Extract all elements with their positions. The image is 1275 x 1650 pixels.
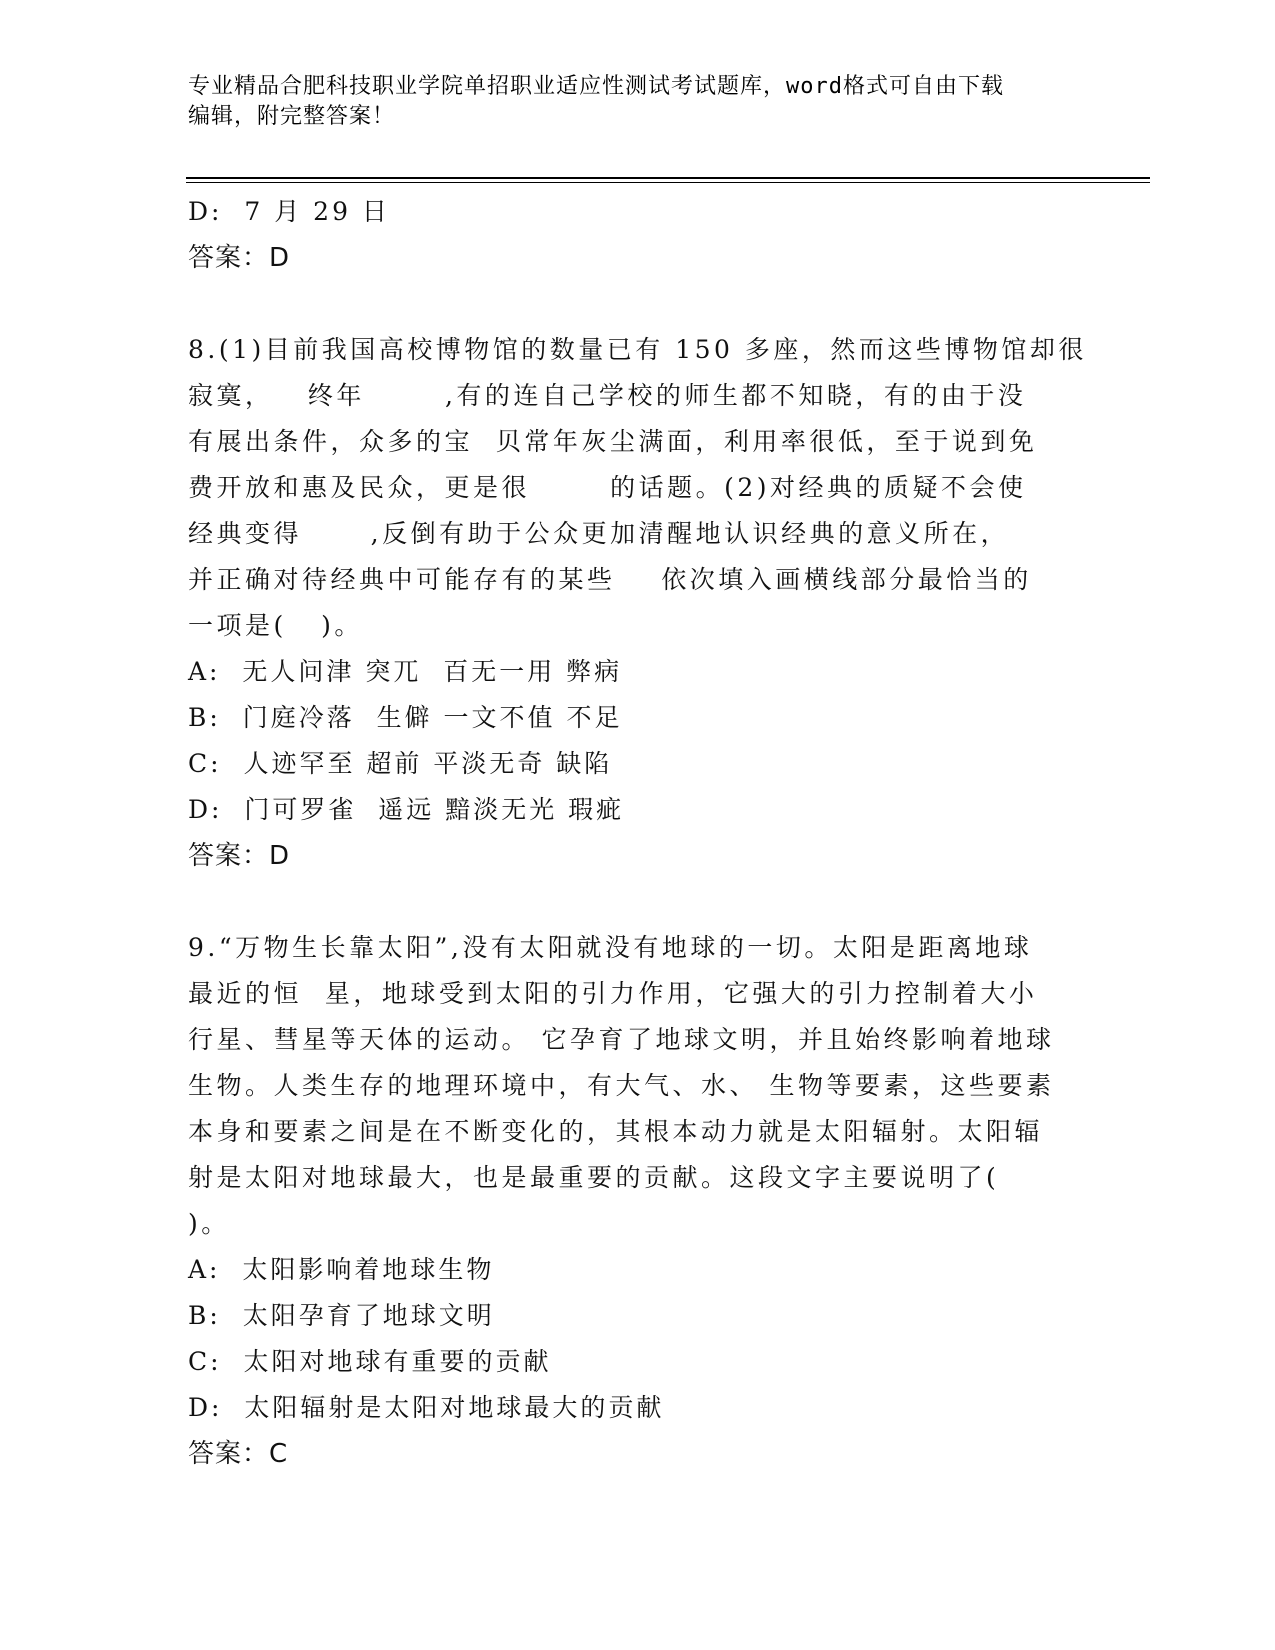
- header-rule-thick: [186, 177, 1150, 179]
- q7-answer: 答案：D: [188, 243, 291, 273]
- q8-stem-line: 寂寞， 终年 ,有的连自己学校的师生都不知晓，有的由于没: [188, 381, 1027, 410]
- q9-option-a: A: 太阳影响着地球生物: [188, 1255, 495, 1284]
- q8-stem-line: 8.(1)目前我国高校博物馆的数量已有 150 多座，然而这些博物馆却很: [188, 335, 1087, 364]
- q9-option-d: D: 太阳辐射是太阳对地球最大的贡献: [188, 1393, 665, 1422]
- header-line-2: 编辑，附完整答案！: [188, 104, 396, 129]
- header-rule-thin: [186, 182, 1150, 183]
- q9-stem-line: 行星、彗星等天体的运动。 它孕育了地球文明，并且始终影响着地球: [188, 1025, 1055, 1054]
- q9-stem-line: 生物。人类生存的地理环境中，有大气、水、 生物等要素，这些要素: [188, 1071, 1055, 1100]
- q8-stem-line: 经典变得 ,反倒有助于公众更加清醒地认识经典的意义所在，: [188, 519, 1010, 548]
- q8-answer: 答案：D: [188, 841, 291, 871]
- q7-option-d: D: 7 月 29 日: [188, 197, 390, 226]
- q9-stem-line: 射是太阳对地球最大，也是最重要的贡献。这段文字主要说明了(: [188, 1163, 1000, 1192]
- q9-stem-line: 本身和要素之间是在不断变化的，其根本动力就是太阳辐射。太阳辐: [188, 1117, 1044, 1146]
- q8-stem-line: 费开放和惠及民众，更是很 的话题。(2)对经典的质疑不会使: [188, 473, 1027, 502]
- q9-stem-line: 9.“万物生长靠太阳”,没有太阳就没有地球的一切。太阳是距离地球: [188, 933, 1033, 962]
- q8-stem-line: 一项是( )。: [188, 611, 363, 640]
- question-content: [188, 189, 1088, 1477]
- q8-option-a: A: 无人问津 突兀 百无一用 弊病: [188, 657, 623, 686]
- q9-stem-line: )。: [188, 1209, 230, 1238]
- q9-option-c: C: 太阳对地球有重要的贡献: [188, 1347, 552, 1376]
- q9-stem: [188, 925, 1088, 1247]
- q8-stem-line: 并正确对待经典中可能存有的某些 依次填入画横线部分最恰当的: [188, 565, 1032, 594]
- q8-stem-line: 有展出条件，众多的宝 贝常年灰尘满面，利用率很低，至于说到免: [188, 427, 1038, 456]
- q9-answer: 答案：C: [188, 1439, 289, 1469]
- q9-stem-line: 最近的恒 星，地球受到太阳的引力作用，它强大的引力控制着大小: [188, 979, 1038, 1008]
- q8-option-d: D: 门可罗雀 遥远 黯淡无光 瑕疵: [188, 795, 625, 824]
- q8-option-c: C: 人迹罕至 超前 平淡无奇 缺陷: [188, 749, 613, 778]
- page-header: [188, 72, 1078, 132]
- q9-option-b: B: 太阳孕育了地球文明: [188, 1301, 495, 1330]
- header-line-1: 专业精品合肥科技职业学院单招职业适应性测试考试题库，word格式可自由下载: [188, 74, 1004, 99]
- q8-stem: [188, 327, 1088, 649]
- q8-option-b: B: 门庭冷落 生僻 一文不值 不足: [188, 703, 623, 732]
